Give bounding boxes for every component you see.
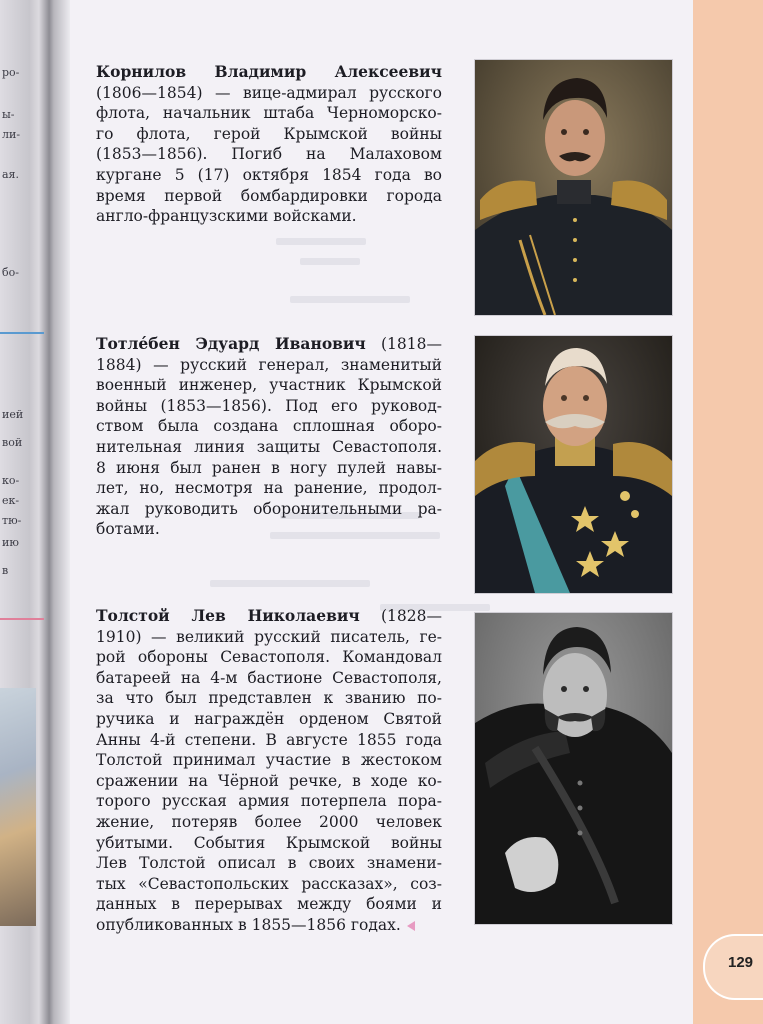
bio-line — [96, 606, 442, 627]
previous-page-fragment: вой — [2, 436, 23, 449]
bio-text: жение, потеряв более 2000 человек — [96, 812, 442, 831]
previous-page-fragment: ы- — [2, 108, 15, 121]
bio-text: лет, но, несмотря на ранение, продол- — [96, 479, 442, 498]
bio-text: (1806—1854) — вице-адмирал русского — [96, 83, 442, 102]
bio-line — [96, 833, 442, 854]
bio-line — [96, 458, 442, 479]
bio-line — [96, 375, 442, 396]
previous-page-blue-rule — [0, 332, 44, 334]
person-name: Тотлéбен Эдуард Иванович — [96, 334, 366, 353]
bio-line — [96, 165, 442, 186]
bio-line — [96, 874, 442, 895]
bio-text: го флота, герой Крымской войны — [96, 124, 442, 143]
bio-line — [96, 791, 442, 812]
bio-text: ством была создана сплошная оборо- — [96, 417, 442, 436]
previous-page-pink-rule — [0, 618, 44, 620]
bio-text: опубликованных в 1855—1856 годах. — [96, 915, 401, 934]
previous-page-fragment: тю- — [2, 514, 22, 527]
bio-line — [96, 668, 442, 689]
portrait-kornilov — [475, 60, 672, 315]
previous-page-illustration — [0, 688, 36, 926]
bio-text: ботами. — [96, 520, 160, 539]
bio-line — [96, 915, 442, 936]
bio-kornilov — [96, 62, 442, 227]
bio-line — [96, 730, 442, 751]
bio-text: 1910) — великий русский писатель, ге- — [96, 627, 442, 646]
bio-line — [96, 206, 442, 227]
previous-page-fragment: ией — [2, 408, 24, 421]
previous-page-fragment: ию — [2, 536, 19, 549]
bio-line — [96, 688, 442, 709]
bio-line — [96, 627, 442, 648]
bio-tolstoy — [96, 606, 442, 936]
person-name: Корнилов Владимир Алексеевич — [96, 62, 442, 81]
previous-page-fragment: ек- — [2, 494, 20, 507]
bio-line — [96, 334, 442, 355]
bio-line — [96, 437, 442, 458]
bio-line — [96, 396, 442, 417]
previous-page-fragment: в — [2, 564, 9, 577]
bio-text: данных в перерывах между боями и — [96, 895, 442, 914]
bio-text: время первой бомбардировки города — [96, 186, 442, 205]
portrait-totleben — [475, 336, 672, 593]
bio-text: ручика и награждён орденом Святой — [96, 709, 442, 728]
bio-line — [96, 478, 442, 499]
bio-text: нительная линия защиты Севастополя. — [96, 437, 442, 456]
end-of-section-marker-icon — [407, 921, 415, 931]
bio-line — [96, 416, 442, 437]
bio-text: за что был представлен к званию по- — [96, 689, 442, 708]
bio-line — [96, 144, 442, 165]
bio-line — [96, 853, 442, 874]
bio-text: торого русская армия потерпела пора- — [96, 792, 442, 811]
bio-text: сражении на Чёрной речке, в ходе ко- — [96, 771, 442, 790]
bio-text: тых «Севастопольских рассказах», соз- — [96, 874, 442, 893]
bio-line — [96, 750, 442, 771]
bio-line — [96, 812, 442, 833]
page-margin-band — [693, 0, 763, 1024]
bio-text: Толстой принимал участие в жестоком — [96, 751, 442, 770]
bio-text: (1818— — [365, 335, 442, 353]
bio-text: Лев Толстой описал в своих знамени- — [96, 854, 442, 873]
previous-page-fragment: ли- — [2, 128, 21, 141]
bio-text: батареей на 4-м бастионе Севастополя, — [96, 668, 442, 687]
bio-line — [96, 519, 442, 540]
bio-line — [96, 647, 442, 668]
portrait-tolstoy — [475, 613, 672, 924]
bio-line — [96, 124, 442, 145]
bio-text: рой обороны Севастополя. Командовал — [96, 648, 442, 667]
previous-page-fragment: ко- — [2, 474, 20, 487]
bio-line — [96, 709, 442, 730]
book-binding-shadow — [30, 0, 70, 1024]
bio-text: англо-французскими войсками. — [96, 207, 357, 226]
bio-totleben — [96, 334, 442, 540]
previous-page-fragment: ая. — [2, 168, 19, 181]
bio-line — [96, 894, 442, 915]
bio-text: войны (1853—1856). Под его руковод- — [96, 396, 442, 415]
bio-line — [96, 355, 442, 376]
bio-line — [96, 499, 442, 520]
bio-line — [96, 62, 442, 83]
bio-text: (1853—1856). Погиб на Малаховом — [96, 145, 442, 164]
bio-text: убитыми. События Крымской войны — [96, 833, 442, 852]
person-name: Толстой Лев Николаевич — [96, 606, 360, 625]
previous-page-fragment: бо- — [2, 266, 19, 279]
bio-line — [96, 186, 442, 207]
bio-text: военный инженер, участник Крымской — [96, 376, 442, 395]
bio-text: флота, начальник штаба Черноморско- — [96, 104, 442, 123]
bio-line — [96, 103, 442, 124]
bio-text: (1828— — [359, 607, 442, 625]
bio-text: жал руководить оборонительными ра- — [96, 499, 442, 518]
bio-text: 1884) — русский генерал, знаменитый — [96, 355, 442, 374]
bio-text: Анны 4-й степени. В августе 1855 года — [96, 730, 442, 749]
bio-line — [96, 771, 442, 792]
previous-page-fragment: ро- — [2, 66, 20, 79]
bio-text: 8 июня был ранен в ногу пулей навы- — [96, 458, 442, 477]
page-number: 129 — [728, 954, 754, 971]
bio-text: кургане 5 (17) октября 1854 года во — [96, 165, 442, 184]
bio-line — [96, 83, 442, 104]
